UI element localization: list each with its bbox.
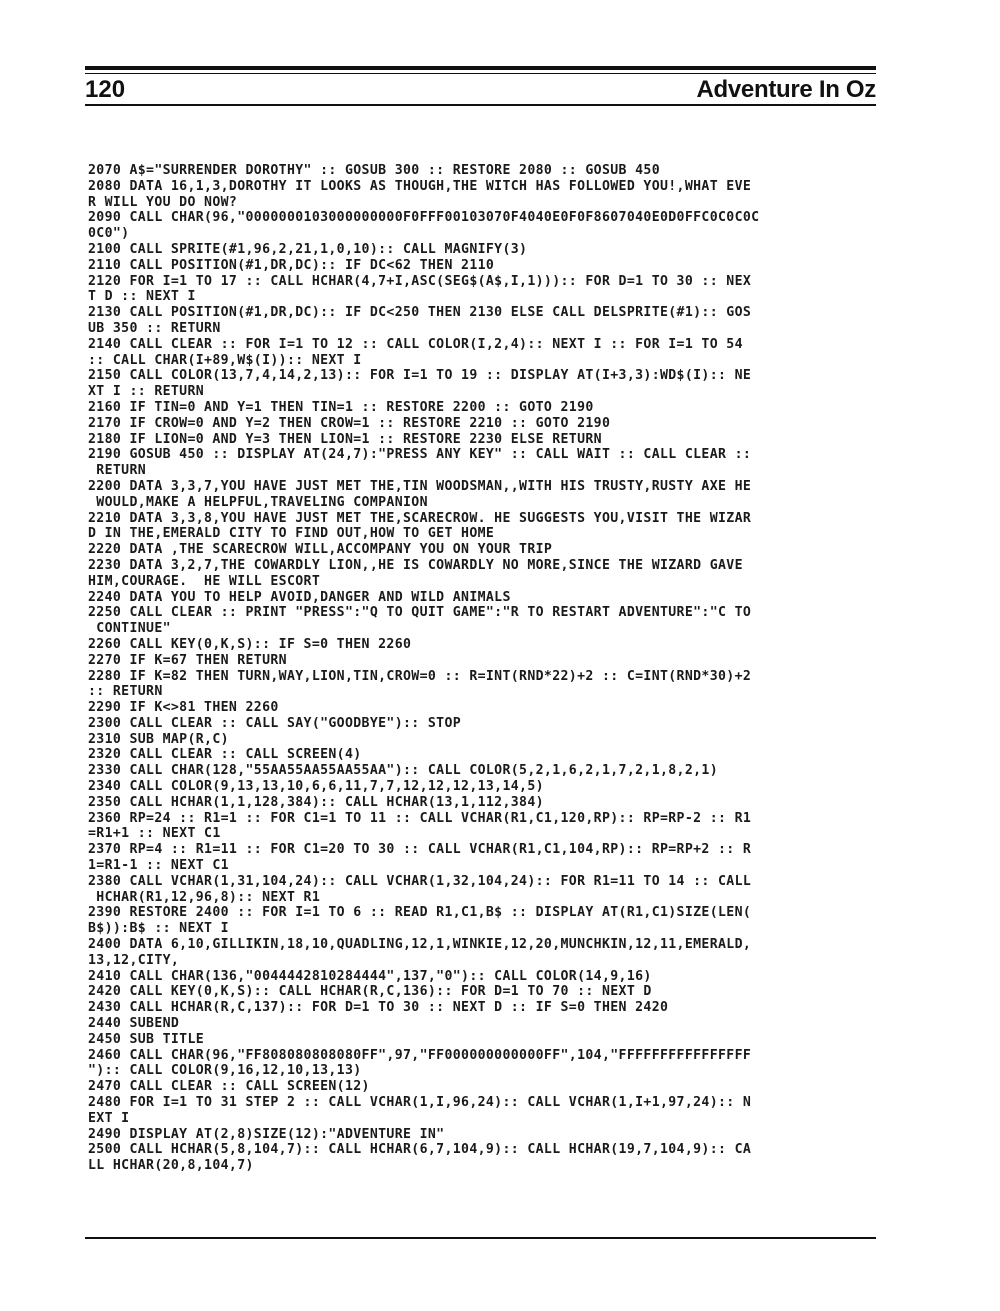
code-line: 2450 SUB TITLE [88, 1031, 205, 1047]
code-line: "):: CALL COLOR(9,16,12,10,13,13) [88, 1063, 362, 1079]
code-line: 2310 SUB MAP(R,C) [88, 731, 229, 747]
code-line: 2370 RP=4 :: R1=11 :: FOR C1=20 TO 30 :: CALL VCHAR(R1,C1,104,RP):: RP=RP+2 :: R [88, 842, 752, 858]
code-line: 2500 CALL HCHAR(5,8,104,7):: CALL HCHAR(6,7,104,9):: CALL HCHAR(19,7,104,9):: CA [88, 1142, 752, 1158]
code-line: 2210 DATA 3,3,8,YOU HAVE JUST MET THE,SCARECROW. HE SUGGESTS YOU,VISIT THE WIZAR [88, 510, 752, 526]
code-line: 2070 A$="SURRENDER DOROTHY" :: GOSUB 300 :: RESTORE 2080 :: GOSUB 450 [88, 163, 660, 178]
code-line: 2100 CALL SPRITE(#1,96,2,21,1,0,10):: CALL MAGNIFY(3) [88, 241, 528, 257]
code-line: 2150 CALL COLOR(13,7,4,14,2,13):: FOR I=1 TO 19 :: DISPLAY AT(I+3,3):WD$(I):: NE [88, 368, 752, 384]
code-line: 2130 CALL POSITION(#1,DR,DC):: IF DC<250 THEN 2130 ELSE CALL DELSPRITE(#1):: GOS [88, 305, 752, 321]
code-line: WOULD,MAKE A HELPFUL,TRAVELING COMPANION [88, 494, 428, 510]
code-line: UB 350 :: RETURN [88, 320, 221, 336]
code-line: 2160 IF TIN=0 AND Y=1 THEN TIN=1 :: RESTORE 2200 :: GOTO 2190 [88, 399, 594, 415]
code-line: CONTINUE" [88, 621, 171, 637]
code-line: 2340 CALL COLOR(9,13,13,10,6,6,11,7,7,12,12,12,13,14,5) [88, 779, 544, 795]
code-line: 2300 CALL CLEAR :: CALL SAY("GOODBYE"):: STOP [88, 715, 462, 731]
code-line: 2230 DATA 3,2,7,THE COWARDLY LION,,HE IS COWARDLY NO MORE,SINCE THE WIZARD GAVE [88, 557, 743, 573]
code-line: 1=R1-1 :: NEXT C1 [88, 858, 229, 874]
code-line: =R1+1 :: NEXT C1 [88, 826, 221, 842]
code-line: 0C0") [88, 226, 130, 242]
code-line: 2080 DATA 16,1,3,DOROTHY IT LOOKS AS THOUGH,THE WITCH HAS FOLLOWED YOU!,WHAT EVE [88, 178, 752, 194]
code-line: XT I :: RETURN [88, 384, 205, 400]
page-number: 120 [85, 76, 126, 103]
code-line: 2440 SUBEND [88, 1016, 180, 1032]
code-line: 2090 CALL CHAR(96,"0000000103000000000F0FFF00103070F4040E0F0F8607040E0D0FFC0C0C0C [88, 210, 760, 226]
page-header [85, 74, 876, 104]
footer-rule [85, 1237, 876, 1239]
code-line: 2270 IF K=67 THEN RETURN [88, 652, 287, 668]
code-line: 2260 CALL KEY(0,K,S):: IF S=0 THEN 2260 [88, 636, 412, 652]
code-line: HIM,COURAGE. HE WILL ESCORT [88, 573, 321, 589]
code-line: 13,12,CITY, [88, 952, 180, 968]
code-line: 2400 DATA 6,10,GILLIKIN,18,10,QUADLING,12,1,WINKIE,12,20,MUNCHKIN,12,11,EMERALD, [88, 937, 752, 953]
header-top-rule [85, 66, 876, 70]
code-line: R WILL YOU DO NOW? [88, 194, 238, 210]
code-line: HCHAR(R1,12,96,8):: NEXT R1 [88, 889, 321, 905]
code-line: 2240 DATA YOU TO HELP AVOID,DANGER AND WILD ANIMALS [88, 589, 511, 605]
code-line: 2470 CALL CLEAR :: CALL SCREEN(12) [88, 1079, 370, 1095]
code-line: 2110 CALL POSITION(#1,DR,DC):: IF DC<62 THEN 2110 [88, 257, 495, 273]
code-line: 2360 RP=24 :: R1=1 :: FOR C1=1 TO 11 :: CALL VCHAR(R1,C1,120,RP):: RP=RP-2 :: R1 [88, 810, 752, 826]
code-line: 2380 CALL VCHAR(1,31,104,24):: CALL VCHAR(1,32,104,24):: FOR R1=11 TO 14 :: CALL [88, 873, 752, 889]
code-line: D IN THE,EMERALD CITY TO FIND OUT,HOW TO GET HOME [88, 526, 495, 542]
code-line: 2180 IF LION=0 AND Y=3 THEN LION=1 :: RESTORE 2230 ELSE RETURN [88, 431, 602, 447]
code-line: 2220 DATA ,THE SCARECROW WILL,ACCOMPANY YOU ON YOUR TRIP [88, 542, 553, 558]
code-line: 2320 CALL CLEAR :: CALL SCREEN(4) [88, 747, 362, 763]
code-line: 2350 CALL HCHAR(1,1,128,384):: CALL HCHAR(13,1,112,384) [88, 794, 544, 810]
code-line: EXT I [88, 1110, 130, 1126]
basic-program-listing [88, 163, 868, 1174]
code-line: LL HCHAR(20,8,104,7) [88, 1158, 254, 1174]
code-line: T D :: NEXT I [88, 289, 196, 305]
code-line: 2250 CALL CLEAR :: PRINT "PRESS":"Q TO QUIT GAME":"R TO RESTART ADVENTURE":"C TO [88, 605, 752, 621]
code-line: 2410 CALL CHAR(136,"0044442810284444",137,"0"):: CALL COLOR(14,9,16) [88, 968, 652, 984]
header-bottom-rule [85, 104, 876, 106]
code-line: 2430 CALL HCHAR(R,C,137):: FOR D=1 TO 30 :: NEXT D :: IF S=0 THEN 2420 [88, 1000, 669, 1016]
code-line: 2120 FOR I=1 TO 17 :: CALL HCHAR(4,7+I,ASC(SEG$(A$,I,1))):: FOR D=1 TO 30 :: NEX [88, 273, 752, 289]
chapter-title: Adventure In Oz [696, 76, 876, 103]
code-line: 2420 CALL KEY(0,K,S):: CALL HCHAR(R,C,136):: FOR D=1 TO 70 :: NEXT D [88, 984, 652, 1000]
code-line: 2170 IF CROW=0 AND Y=2 THEN CROW=1 :: RESTORE 2210 :: GOTO 2190 [88, 415, 611, 431]
code-line: 2490 DISPLAY AT(2,8)SIZE(12):"ADVENTURE IN" [88, 1126, 445, 1142]
code-line: B$)):B$ :: NEXT I [88, 921, 229, 937]
code-line: 2460 CALL CHAR(96,"FF808080808080FF",97,"FF000000000000FF",104,"FFFFFFFFFFFFFFFF [88, 1047, 752, 1063]
code-line: 2290 IF K<>81 THEN 2260 [88, 700, 279, 716]
code-line: 2200 DATA 3,3,7,YOU HAVE JUST MET THE,TIN WOODSMAN,,WITH HIS TRUSTY,RUSTY AXE HE [88, 478, 752, 494]
code-line: 2140 CALL CLEAR :: FOR I=1 TO 12 :: CALL COLOR(I,2,4):: NEXT I :: FOR I=1 TO 54 [88, 336, 743, 352]
code-line: :: RETURN [88, 684, 163, 700]
code-line: 2480 FOR I=1 TO 31 STEP 2 :: CALL VCHAR(1,I,96,24):: CALL VCHAR(1,I+1,97,24):: N [88, 1095, 752, 1111]
code-line: 2190 GOSUB 450 :: DISPLAY AT(24,7):"PRESS ANY KEY" :: CALL WAIT :: CALL CLEAR :: [88, 447, 752, 463]
code-line: :: CALL CHAR(I+89,W$(I)):: NEXT I [88, 352, 362, 368]
code-line: RETURN [88, 463, 147, 479]
code-line: 2280 IF K=82 THEN TURN,WAY,LION,TIN,CROW=0 :: R=INT(RND*22)+2 :: C=INT(RND*30)+2 [88, 668, 752, 684]
code-line: 2330 CALL CHAR(128,"55AA55AA55AA55AA"):: CALL COLOR(5,2,1,6,2,1,7,2,1,8,2,1) [88, 763, 719, 779]
code-line: 2390 RESTORE 2400 :: FOR I=1 TO 6 :: READ R1,C1,B$ :: DISPLAY AT(R1,C1)SIZE(LEN( [88, 905, 752, 921]
